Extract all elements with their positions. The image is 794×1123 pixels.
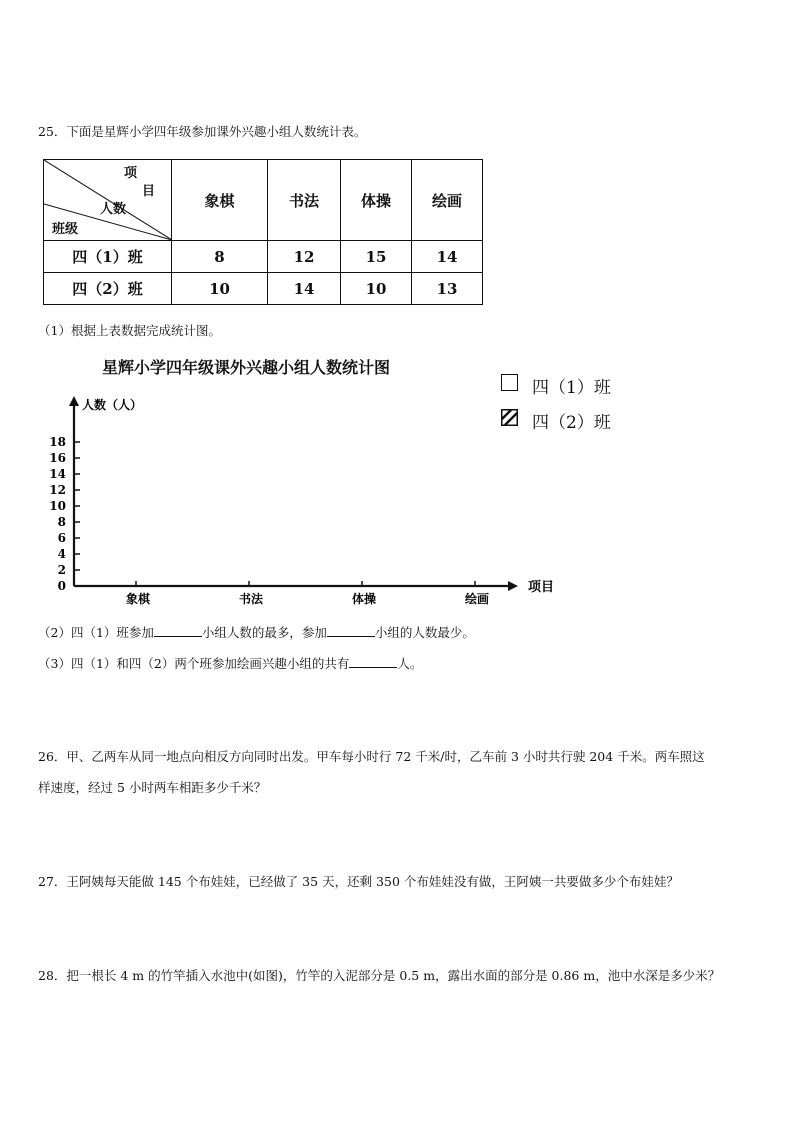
sub3-text-b: 人。 xyxy=(397,656,423,671)
y-tick-label: 0 xyxy=(57,579,66,593)
table-row xyxy=(44,273,483,305)
y-tick-label: 6 xyxy=(57,531,66,545)
corner-item-label-2: 目 xyxy=(142,184,156,199)
table-cell: 10 xyxy=(341,273,412,305)
table-cell: 8 xyxy=(172,241,268,273)
col-header: 象棋 xyxy=(172,160,268,241)
answer-blank-least[interactable] xyxy=(327,626,375,637)
sub2-text-c: 小组的人数最少。 xyxy=(374,625,475,640)
table-cell: 12 xyxy=(268,241,341,273)
row-label: 四（2）班 xyxy=(44,273,172,305)
corner-class-label: 班级 xyxy=(52,222,79,237)
table-cell: 13 xyxy=(412,273,483,305)
corner-item-label: 项 xyxy=(124,166,138,181)
corner-count-label: 人数 xyxy=(100,202,127,217)
col-header: 书法 xyxy=(268,160,341,241)
table-cell: 10 xyxy=(172,273,268,305)
stats-table xyxy=(43,159,483,305)
legend-label-class1: 四（1）班 xyxy=(532,378,611,398)
q25-sub2 xyxy=(38,626,475,640)
answer-blank-total[interactable] xyxy=(349,657,397,668)
table-corner-cell xyxy=(44,160,172,241)
y-tick-label: 2 xyxy=(57,563,66,577)
q27-text: 27．王阿姨每天能做 145 个布娃娃，已经做了 35 天，还剩 350 个布娃娃没有做，王阿姨一共要做多少个布娃娃？ xyxy=(38,874,679,889)
bar-chart xyxy=(40,388,570,610)
y-axis-arrow xyxy=(69,396,79,406)
y-tick-label: 12 xyxy=(49,483,66,497)
q26-line1: 26．甲、乙两车从同一地点向相反方向同时出发。甲车每小时行 72 千米/时，乙车前 3 小时共行驶 204 千米。两车照这 xyxy=(38,749,705,764)
table-row xyxy=(44,241,483,273)
row-label: 四（1）班 xyxy=(44,241,172,273)
chart-title: 星辉小学四年级课外兴趣小组人数统计图 xyxy=(102,358,391,377)
q25-sub3 xyxy=(38,657,422,671)
x-category-label: 体操 xyxy=(351,592,377,606)
q28-text: 28．把一根长 4 m 的竹竿插入水池中(如图)，竹竿的入泥部分是 0.5 m，露出水面的部分是 0.86 m，池中水深是多少米？ xyxy=(38,968,721,983)
x-axis-label: 项目 xyxy=(528,580,555,595)
x-category-label: 绘画 xyxy=(464,592,490,606)
y-tick-label: 14 xyxy=(49,467,66,481)
col-header: 体操 xyxy=(341,160,412,241)
q25-sub1: （1）根据上表数据完成统计图。 xyxy=(38,323,221,338)
x-category-label: 书法 xyxy=(238,592,264,606)
y-tick-label: 18 xyxy=(49,435,66,449)
y-tick-label: 16 xyxy=(49,451,66,465)
y-tick-label: 10 xyxy=(49,499,66,513)
table-cell: 14 xyxy=(412,241,483,273)
sub3-text-a: （3）四（1）和四（2）两个班参加绘画兴趣小组的共有 xyxy=(38,656,350,671)
legend-label-class2: 四（2）班 xyxy=(532,413,611,433)
answer-blank-most[interactable] xyxy=(154,626,202,637)
table-header-row xyxy=(44,160,483,241)
q25-title: 25．下面是星辉小学四年级参加课外兴趣小组人数统计表。 xyxy=(38,124,367,139)
sub2-text-a: （2）四（1）班参加 xyxy=(38,625,154,640)
x-axis-arrow xyxy=(508,581,518,591)
col-header: 绘画 xyxy=(412,160,483,241)
table-cell: 14 xyxy=(268,273,341,305)
x-category-label: 象棋 xyxy=(125,592,151,606)
table-cell: 15 xyxy=(341,241,412,273)
q26-line2: 样速度，经过 5 小时两车相距多少千米？ xyxy=(38,780,267,795)
y-tick-label: 4 xyxy=(57,547,66,561)
y-axis-label: 人数（人） xyxy=(82,398,143,412)
y-tick-label: 8 xyxy=(57,515,66,529)
sub2-text-b: 小组人数的最多，参加 xyxy=(201,625,327,640)
